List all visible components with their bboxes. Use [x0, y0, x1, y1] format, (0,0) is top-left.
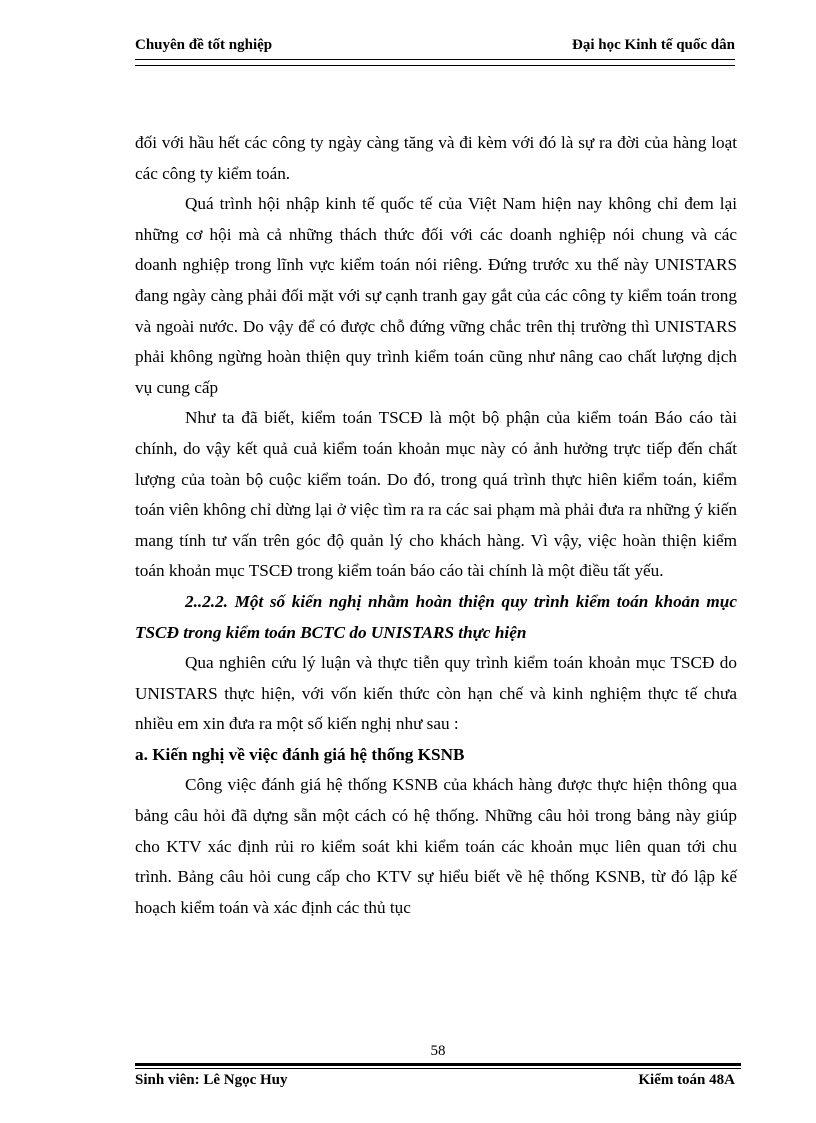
subsection-heading-a: a. Kiến nghị về việc đánh giá hệ thống KSNB	[135, 744, 465, 764]
paragraph-internal-control: Công việc đánh giá hệ thống KSNB của khách hàng được thực hiện thông qua bảng câu hỏi đã dựng sẵn một cách có hệ thống. Những câu hỏi trong bảng này giúp cho KTV xác định rủi ro kiểm soát khi kiểm toán các khoản mục liên quan tới chu trình. Bảng câu hỏi cung cấp cho KTV sự hiểu biết về hệ thống KSNB, từ đó lập kế hoạch kiểm toán và xác định các thủ tục	[135, 775, 737, 917]
header-university: Đại học Kinh tế quốc dân	[572, 37, 735, 53]
paragraph-fixed-asset-audit: Như ta đã biết, kiểm toán TSCĐ là một bộ phận của kiểm toán Báo cáo tài chính, do vậy kết quả cuả kiểm toán khoản mục này có ảnh hưởng trực tiếp đến chất lượng của toàn bộ cuộc kiểm toán. Do đó, trong quá trình thực hiên kiểm toán, kiểm toán viên không chỉ dừng lại ở việc tìm ra ra các sai phạm mà phải đưa ra những ý kiến mang tính tư vấn trên góc độ quản lý cho khách hàng. Vì vậy, việc hoàn thiện kiểm toán khoản mục TSCĐ trong kiểm toán báo cáo tài chính là một điều tất yếu.	[135, 408, 737, 581]
page-header	[135, 37, 735, 67]
page-number: 58	[430, 1043, 446, 1059]
footer-thick-rule	[135, 1063, 741, 1066]
paragraph-integration: Quá trình hội nhập kinh tế quốc tế của Việt Nam hiện nay không chỉ đem lại những cơ hội mà cả những thách thức đối với các doanh nghiệp nói chung và các doanh nghiệp trong lĩnh vực kiểm toán nói riêng. Đứng trước xu thế này UNISTARS đang ngày càng phải đối mặt với sự cạnh tranh gay gắt của các công ty kiểm toán trong và ngoài nước. Do vậy để có được chỗ đứng vững chắc trên thị trường thì UNISTARS phải không ngừng hoàn thiện quy trình kiểm toán cũng như nâng cao chất lượng dịch vụ cung cấp	[135, 194, 737, 397]
page-footer	[135, 1043, 741, 1088]
paragraph-continuation: đối với hầu hết các công ty ngày càng tăng và đi kèm với đó là sự ra đời của hàng loạt các công ty kiểm toán.	[135, 133, 737, 183]
footer-class: Kiểm toán 48A	[638, 1072, 735, 1088]
page-body	[135, 128, 737, 923]
footer-student-name: Sinh viên: Lê Ngọc Huy	[135, 1072, 288, 1088]
header-course-title: Chuyên đề tốt nghiệp	[135, 37, 273, 53]
paragraph-intro-recommendations: Qua nghiên cứu lý luận và thực tiễn quy trình kiểm toán khoản mục TSCĐ do UNISTARS thực hiện, với vốn kiến thức còn hạn chế và kinh nghiệm thực tế chưa nhiều em xin đưa ra một số kiến nghị như sau :	[135, 653, 737, 734]
section-heading-2-2-2: 2..2.2. Một số kiến nghị nhằm hoàn thiện quy trình kiểm toán khoản mục TSCĐ trong kiểm toán BCTC do UNISTARS thực hiện	[135, 591, 737, 642]
header-double-rule	[135, 59, 735, 66]
footer-thin-rule	[135, 1068, 741, 1069]
